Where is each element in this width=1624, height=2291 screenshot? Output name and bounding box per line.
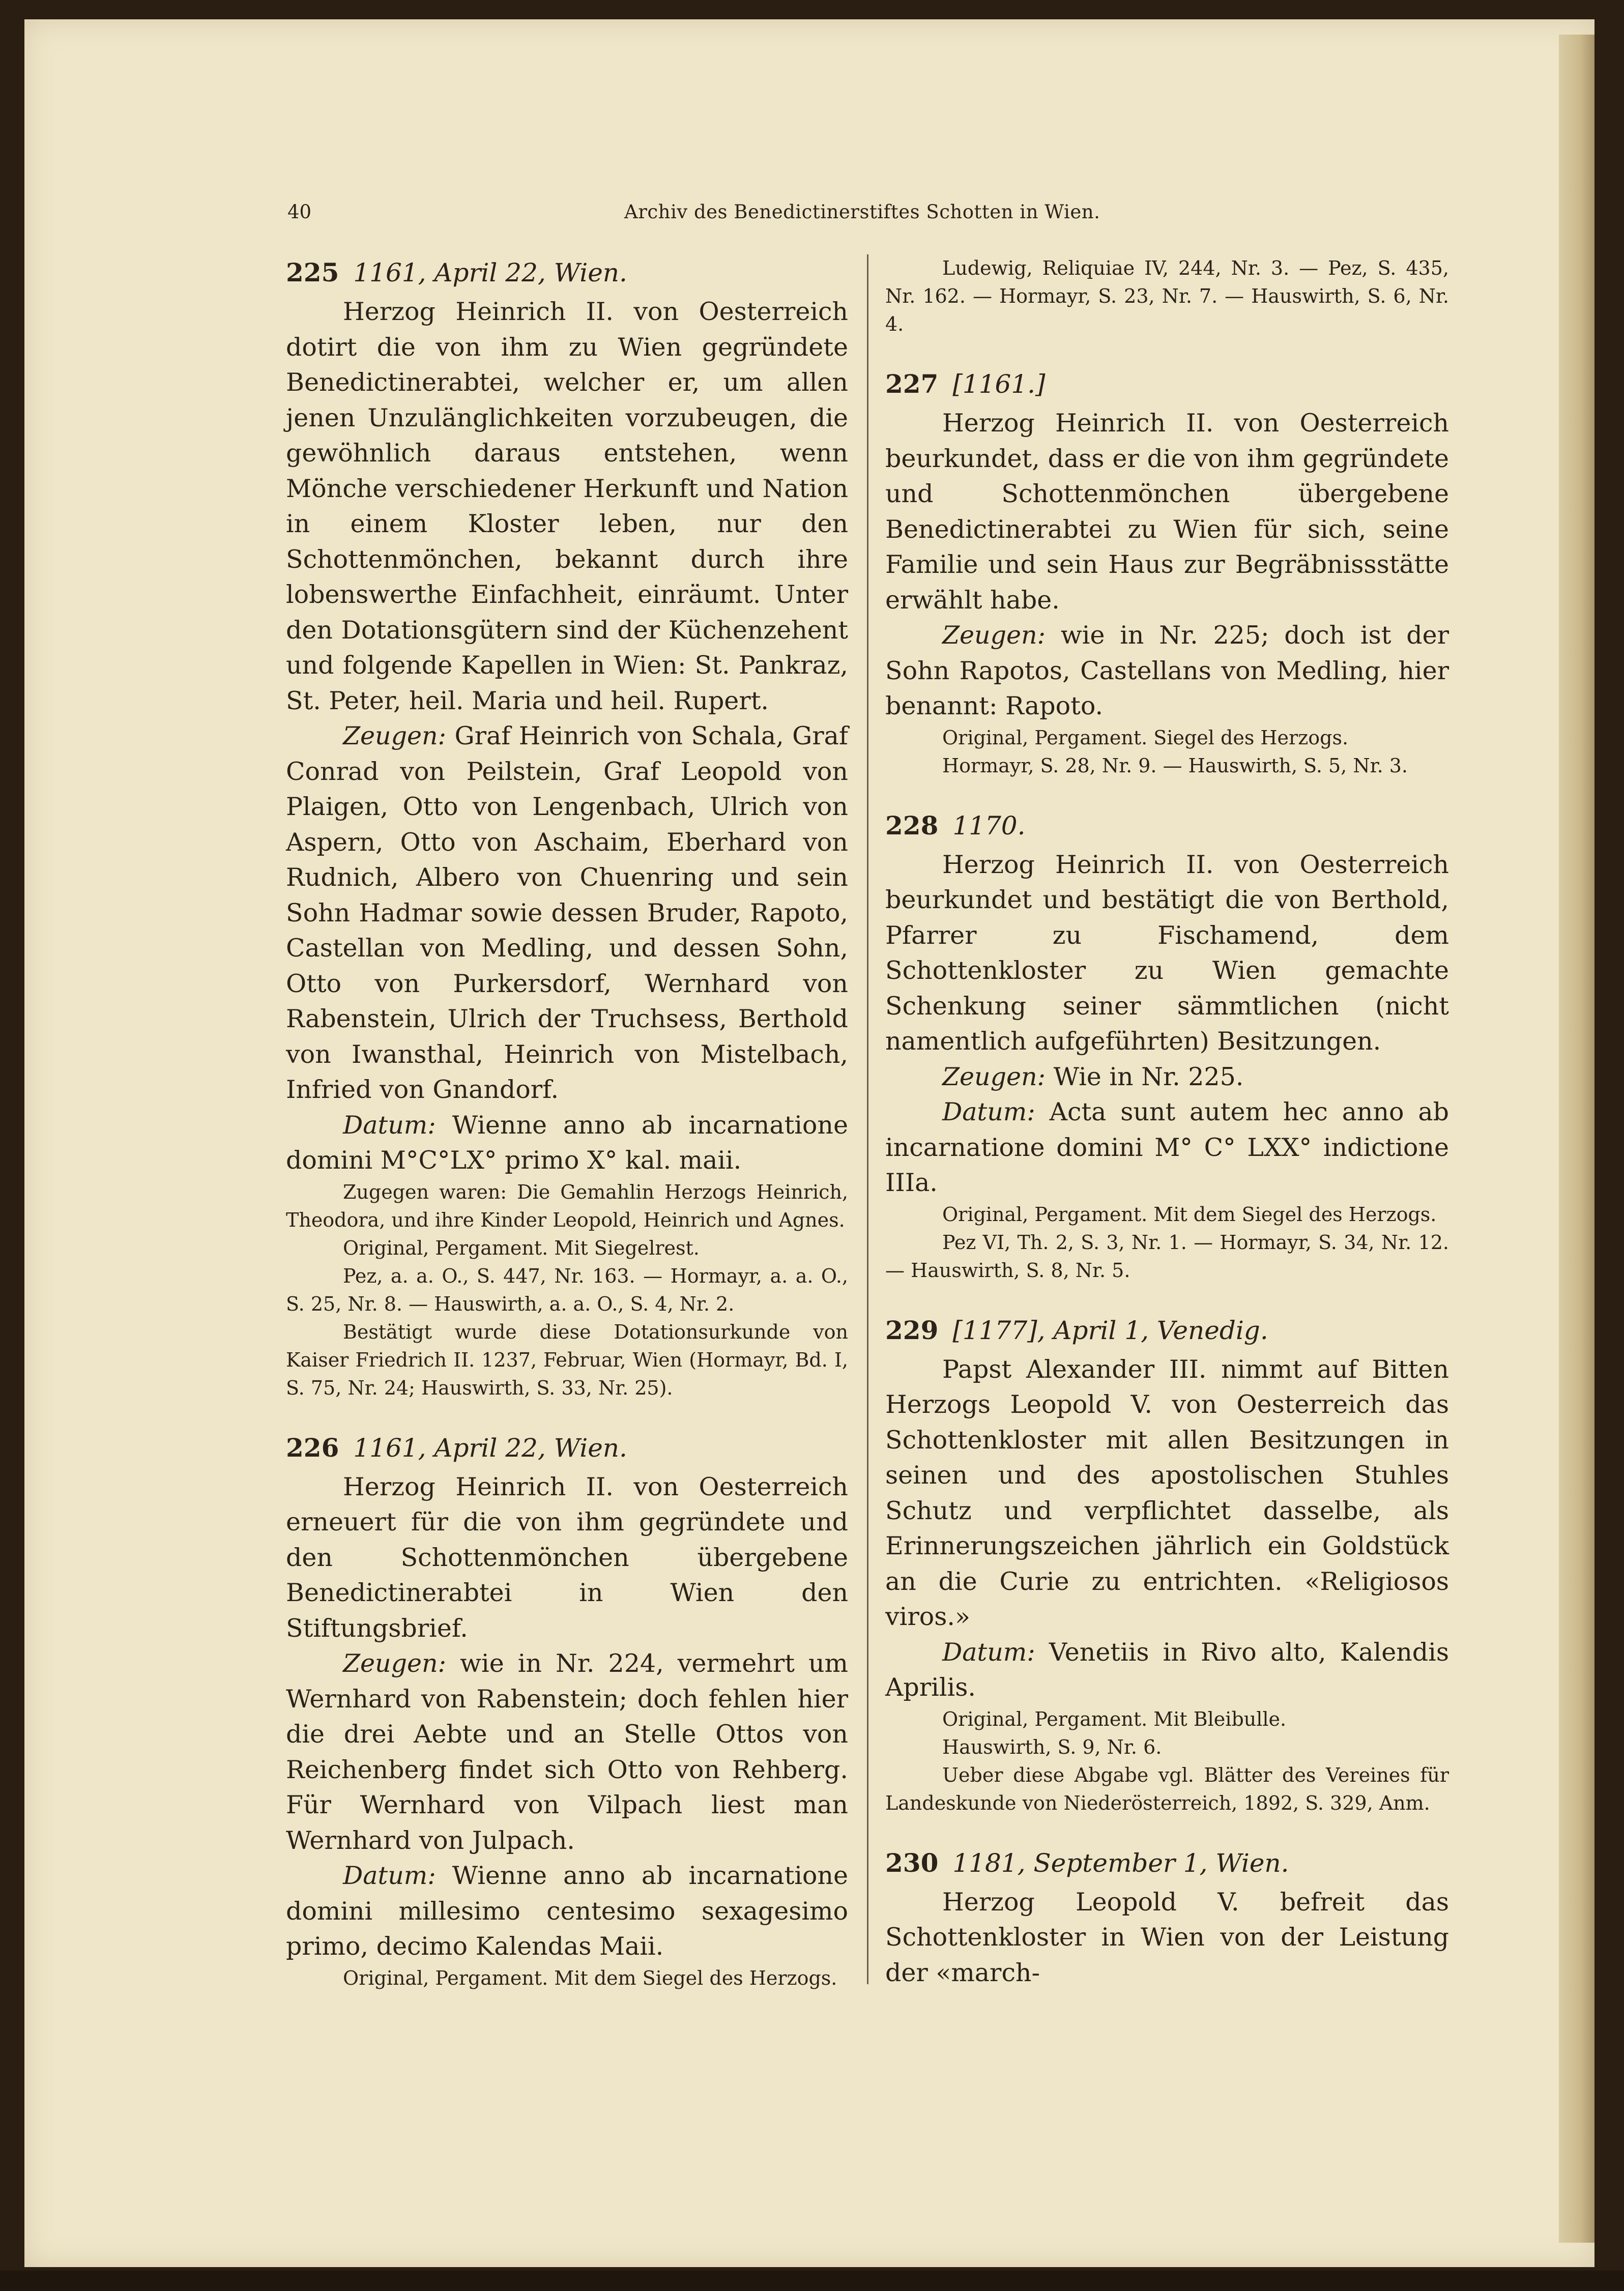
scan-border	[0, 2271, 1624, 2291]
entry-228	[885, 807, 1449, 1285]
dating-text: Venetiis in Rivo alto, Kalendis Aprilis.	[885, 1637, 1449, 1702]
entry-heading	[885, 366, 1449, 402]
entry-heading	[286, 1430, 848, 1466]
entry-date: 1161, April 22, Wien.	[353, 1433, 627, 1463]
entry-dating	[286, 1108, 848, 1178]
entry-number: 227	[885, 369, 939, 399]
entry-note: Pez VI, Th. 2, S. 3, Nr. 1. — Hormayr, S. 34, Nr. 12. — Hauswirth, S. 8, Nr. 5.	[885, 1231, 1449, 1282]
dating-label: Datum:	[343, 1861, 436, 1890]
witnesses-text: wie in Nr. 224, vermehrt um Wernhard von Rabenstein; doch fehlen hier die drei Aebte und an Stelle Ottos von Reichenberg findet sich Otto von Rehberg. Für Wernhard von Vilpach liest man Wernhard von Julpach.	[286, 1649, 848, 1855]
entry-dating	[286, 1858, 848, 1964]
entry-heading	[286, 254, 848, 291]
entry-witnesses	[286, 718, 848, 1108]
page-number: 40	[287, 201, 312, 223]
witnesses-text: wie in Nr. 225; doch ist der Sohn Rapotos, Castellans von Medling, hier benannt: Rapoto.	[885, 621, 1449, 720]
entry-heading	[885, 1845, 1449, 1881]
left-column	[286, 254, 848, 2020]
entry-225	[286, 254, 848, 1402]
witnesses-label: Zeugen:	[343, 1649, 447, 1678]
entry-date: 1181, September 1, Wien.	[952, 1848, 1289, 1878]
carryover-block	[885, 254, 1449, 338]
entry-summary: Herzog Heinrich II. von Oesterreich beurkundet, dass er die von ihm gegründete und Schottenmönchen übergebene Benedictinerabtei zu Wien für sich, seine Familie und sein Haus zur Begräbnissstätte erwählt habe.	[885, 409, 1449, 615]
entry-dating	[885, 1635, 1449, 1705]
entry-note: Ueber diese Abgabe vgl. Blätter des Vereines für Landeskunde von Niederösterreich, 1892, S. 329, Anm.	[885, 1763, 1449, 1814]
dating-text: Wienne anno ab incarnatione domini M°C°LX° primo X° kal. maii.	[286, 1110, 848, 1175]
entry-227	[885, 366, 1449, 780]
witnesses-text: Graf Heinrich von Schala, Graf Conrad von Peilstein, Graf Leopold von Plaigen, Otto von Lengenbach, Ulrich von Aspern, Otto von Aschaim, Eberhard von Rudnich, Albero von Chuenring und sein Sohn Hadmar sowie dessen Bruder, Rapoto, Castellan von Medling, und dessen Sohn, Otto von Purkersdorf, Wernhard von Rabenstein, Ulrich der Truchsess, Berthold von Iwansthal, Heinrich von Mistelbach, Infried von Gnandorf.	[286, 721, 849, 1104]
column-divider	[867, 254, 868, 1984]
entry-heading	[885, 1312, 1449, 1349]
entry-note: Zugegen waren: Die Gemahlin Herzogs Heinrich, Theodora, und ihre Kinder Leopold, Heinrich und Agnes.	[286, 1180, 848, 1231]
entry-summary: Herzog Heinrich II. von Oesterreich dotirt die von ihm zu Wien gegründete Benedictinerabtei, welcher er, um allen jenen Unzulänglichkeiten vorzubeugen, die gewöhnlich daraus entstehen, wenn Mönche verschiedener Herkunft und Nation in einem Kloster leben, nur den Schottenmönchen, bekannt durch ihre lobenswerthe Einfachheit, einräumt. Unter den Dotationsgütern sind der Küchenzehent und folgende Kapellen in Wien: St. Pankraz, St. Peter, heil. Maria und heil. Rupert.	[286, 297, 848, 715]
page-edge	[1559, 35, 1594, 2243]
entry-note: Hauswirth, S. 9, Nr. 6.	[942, 1735, 1162, 1758]
entry-note: Pez, a. a. O., S. 447, Nr. 163. — Hormayr, a. a. O., S. 25, Nr. 8. — Hauswirth, a. a. O., S. 4, Nr. 2.	[286, 1264, 848, 1315]
witnesses-text: Wie in Nr. 225.	[1053, 1062, 1244, 1091]
entry-summary: Herzog Heinrich II. von Oesterreich beurkundet und bestätigt die von Berthold, Pfarrer zu Fischamend, dem Schottenkloster zu Wien gemachte Schenkung seiner sämmtlichen (nicht namentlich aufgeführten) Besitzungen.	[885, 850, 1449, 1056]
entry-witnesses	[885, 618, 1449, 724]
entry-230	[885, 1845, 1449, 1991]
dating-label: Datum:	[942, 1637, 1035, 1667]
witnesses-label: Zeugen:	[942, 621, 1046, 650]
entry-witnesses	[286, 1646, 848, 1858]
entry-number: 228	[885, 810, 939, 840]
entry-note: Original, Pergament. Mit dem Siegel des Herzogs.	[343, 1966, 837, 1989]
entry-date: 1170.	[952, 810, 1026, 840]
entry-date: [1177], April 1, Venedig.	[952, 1315, 1268, 1345]
entry-229	[885, 1312, 1449, 1817]
dating-text: Wienne anno ab incarnatione domini millesimo centesimo sexagesimo primo, decimo Kalendas Maii.	[286, 1861, 848, 1961]
witnesses-label: Zeugen:	[343, 721, 447, 750]
entry-heading	[885, 807, 1449, 844]
witnesses-label: Zeugen:	[942, 1062, 1046, 1091]
dating-label: Datum:	[942, 1097, 1035, 1126]
entry-witnesses	[885, 1059, 1449, 1095]
entry-note: Original, Pergament. Mit Bleibulle.	[942, 1707, 1287, 1730]
entry-summary: Papst Alexander III. nimmt auf Bitten Herzogs Leopold V. von Oesterreich das Schottenkloster mit allen Besitzungen in seinen und des apostolischen Stuhles Schutz und verpflichtet dasselbe, als Erinnerungszeichen jährlich ein Goldstück an die Curie zu entrichten. «Religiosos viros.»	[885, 1354, 1449, 1631]
carryover-note: Ludewig, Reliquiae IV, 244, Nr. 3. — Pez, S. 435, Nr. 162. — Hormayr, S. 23, Nr. 7. — Hauswirth, S. 6, Nr. 4.	[885, 257, 1449, 335]
entry-number: 230	[885, 1847, 939, 1878]
entry-note: Original, Pergament. Mit dem Siegel des Herzogs.	[942, 1203, 1437, 1226]
entry-summary: Herzog Heinrich II. von Oesterreich erneuert für die von ihm gegründete und den Schottenmönchen übergebene Benedictinerabtei in Wien den Stiftungsbrief.	[286, 1472, 848, 1643]
entry-number: 229	[885, 1315, 939, 1345]
entry-date: 1161, April 22, Wien.	[353, 258, 627, 287]
right-column	[885, 254, 1449, 2018]
entry-note: Bestätigt wurde diese Dotationsurkunde von Kaiser Friedrich II. 1237, Februar, Wien (Hormayr, Bd. I, S. 75, Nr. 24; Hauswirth, S. 33, Nr. 25).	[286, 1320, 848, 1399]
entry-number: 226	[286, 1432, 339, 1463]
entry-summary: Herzog Leopold V. befreit das Schottenkloster in Wien von der Leistung der «march-	[885, 1887, 1449, 1987]
entry-dating	[885, 1094, 1449, 1201]
entry-note: Original, Pergament. Mit Siegelrest.	[343, 1236, 700, 1259]
entry-date: [1161.]	[952, 369, 1046, 399]
entry-note: Hormayr, S. 28, Nr. 9. — Hauswirth, S. 5, Nr. 3.	[942, 754, 1408, 777]
running-title: Archiv des Benedictinerstiftes Schotten in Wien.	[624, 201, 1100, 223]
entry-note: Original, Pergament. Siegel des Herzogs.	[942, 726, 1349, 749]
entry-number: 225	[286, 257, 339, 287]
dating-text: Acta sunt autem hec anno ab incarnatione domini M° C° LXX° indictione IIIa.	[885, 1097, 1449, 1197]
dating-label: Datum:	[343, 1110, 436, 1140]
entry-226	[286, 1430, 848, 1992]
